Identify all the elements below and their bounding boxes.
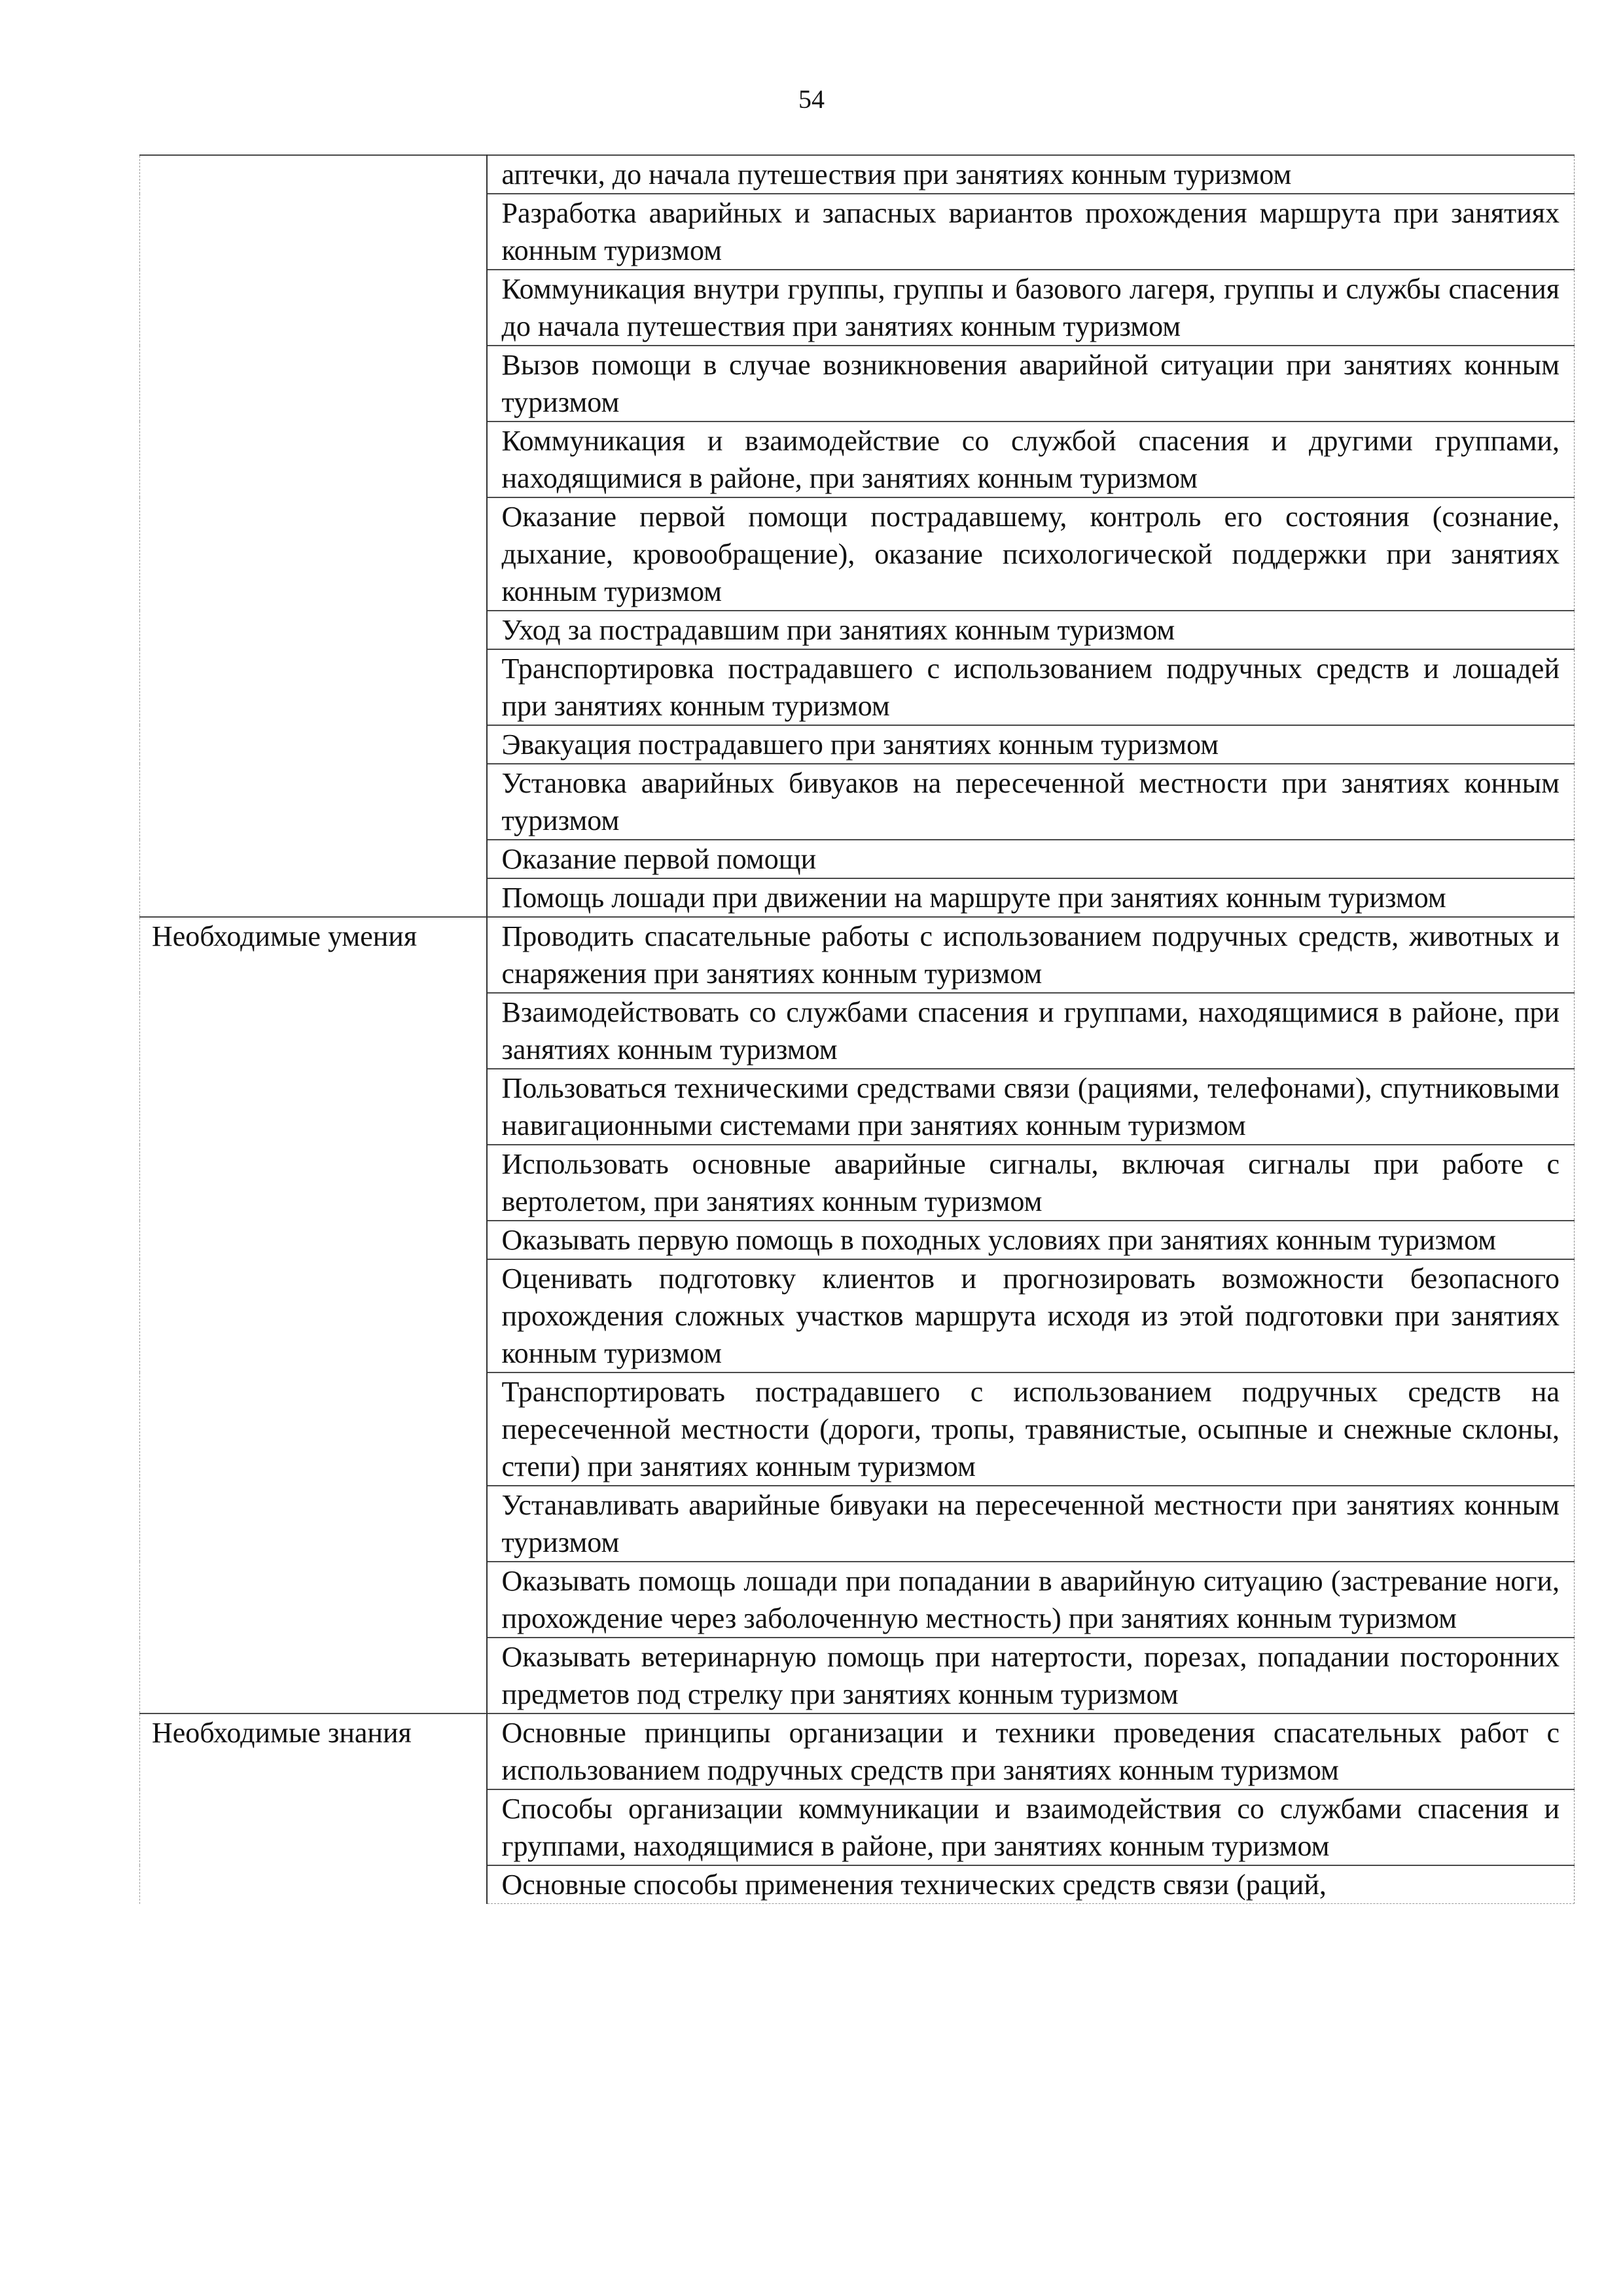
- table-row: [140, 155, 1575, 194]
- requirement-cell: Проводить спасательные работы с использованием подручных средств, животных и снаряжения при занятиях конным туризмом: [487, 917, 1575, 993]
- requirement-cell: Пользоваться техническими средствами связи (рациями, телефонами), спутниковыми навигационными системами при занятиях конным туризмом: [487, 1069, 1575, 1145]
- requirement-cell: Разработка аварийных и запасных вариантов прохождения маршрута при занятиях конным туризмом: [487, 194, 1575, 270]
- requirement-cell: Устанавливать аварийные бивуаки на пересеченной местности при занятиях конным туризмом: [487, 1486, 1575, 1562]
- requirement-cell: Оценивать подготовку клиентов и прогнозировать возможности безопасного прохождения сложных участков маршрута исходя из этой подготовки при занятиях конным туризмом: [487, 1259, 1575, 1372]
- requirement-cell: Коммуникация и взаимодействие со службой спасения и другими группами, находящимися в районе, при занятиях конным туризмом: [487, 422, 1575, 497]
- requirement-cell: Установка аварийных бивуаков на пересеченной местности при занятиях конным туризмом: [487, 764, 1575, 840]
- requirement-cell: Основные способы применения технических средств связи (раций,: [487, 1865, 1575, 1904]
- requirements-table: [139, 154, 1575, 1904]
- requirement-cell: Взаимодействовать со службами спасения и группами, находящимися в районе, при занятиях конным туризмом: [487, 993, 1575, 1069]
- requirement-cell: Основные принципы организации и техники проведения спасательных работ с использованием подручных средств при занятиях конным туризмом: [487, 1713, 1575, 1789]
- requirement-cell: Уход за пострадавшим при занятиях конным туризмом: [487, 611, 1575, 649]
- row-category-label: [140, 155, 487, 917]
- requirement-cell: аптечки, до начала путешествия при занятиях конным туризмом: [487, 155, 1575, 194]
- requirement-cell: Помощь лошади при движении на маршруте при занятиях конным туризмом: [487, 878, 1575, 917]
- requirement-cell: Оказание первой помощи пострадавшему, контроль его состояния (сознание, дыхание, кровообращение), оказание психологической поддержки при занятиях конным туризмом: [487, 497, 1575, 611]
- requirement-cell: Использовать основные аварийные сигналы, включая сигналы при работе с вертолетом, при занятиях конным туризмом: [487, 1145, 1575, 1221]
- requirement-cell: Коммуникация внутри группы, группы и базового лагеря, группы и службы спасения до начала путешествия при занятиях конным туризмом: [487, 270, 1575, 346]
- table-row: [140, 1713, 1575, 1789]
- row-category-label: Необходимые знания: [140, 1713, 487, 1904]
- requirement-cell: Способы организации коммуникации и взаимодействия со службами спасения и группами, находящимися в районе, при занятиях конным туризмом: [487, 1789, 1575, 1865]
- requirement-cell: Транспортировать пострадавшего с использованием подручных средств на пересеченной местности (дороги, тропы, травянистые, осыпные и снежные склоны, степи) при занятиях конным туризмом: [487, 1372, 1575, 1486]
- page-number: 54: [798, 84, 825, 114]
- requirement-cell: Вызов помощи в случае возникновения аварийной ситуации при занятиях конным туризмом: [487, 346, 1575, 422]
- requirement-cell: Оказание первой помощи: [487, 840, 1575, 878]
- requirement-cell: Транспортировка пострадавшего с использованием подручных средств и лошадей при занятиях конным туризмом: [487, 649, 1575, 725]
- requirement-cell: Оказывать помощь лошади при попадании в аварийную ситуацию (застревание ноги, прохождение через заболоченную местность) при занятиях конным туризмом: [487, 1562, 1575, 1638]
- table-body: [140, 155, 1575, 1904]
- row-category-label: Необходимые умения: [140, 917, 487, 1713]
- requirement-cell: Эвакуация пострадавшего при занятиях конным туризмом: [487, 725, 1575, 764]
- requirement-cell: Оказывать первую помощь в походных условиях при занятиях конным туризмом: [487, 1221, 1575, 1259]
- table-row: [140, 917, 1575, 993]
- requirement-cell: Оказывать ветеринарную помощь при натертости, порезах, попадании посторонних предметов под стрелку при занятиях конным туризмом: [487, 1638, 1575, 1713]
